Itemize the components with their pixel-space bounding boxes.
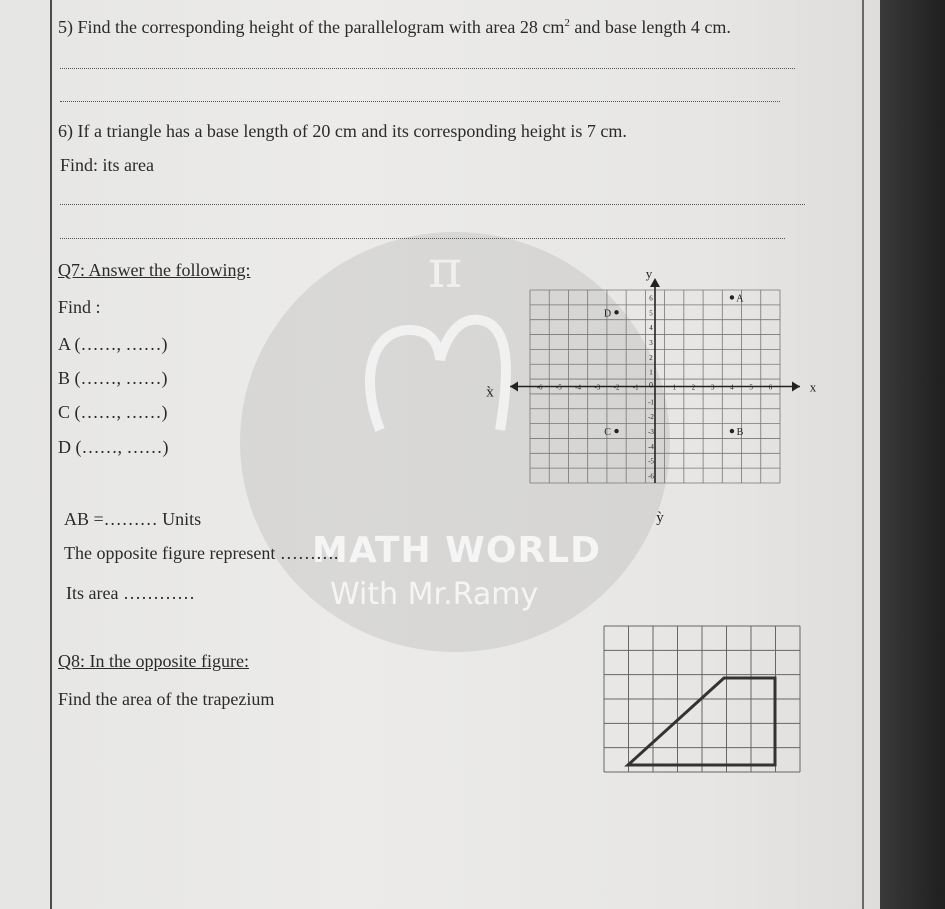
x-tick-label: 6 xyxy=(768,383,773,392)
x-tick-label: 1 xyxy=(672,383,676,392)
y-tick-label: -2 xyxy=(648,413,654,422)
point-label-a: A xyxy=(736,293,744,305)
x-tick-label: -4 xyxy=(575,383,581,392)
point-label-d: D xyxy=(603,308,612,320)
x-tick-label: -1 xyxy=(632,383,639,392)
x-tick-label: 2 xyxy=(691,383,696,392)
question-5-text: 5) Find the corresponding height of the parallelogram with area 28 xyxy=(58,17,538,37)
y-tick-label: 2 xyxy=(649,353,653,362)
graph-points xyxy=(604,293,744,438)
x-tick-label: 3 xyxy=(710,383,715,392)
answer-line[interactable] xyxy=(60,101,780,102)
question-5 xyxy=(58,17,731,38)
y-tick-label: -1 xyxy=(648,398,654,407)
background-edge xyxy=(880,0,945,909)
question-5-sup: 2 xyxy=(564,17,570,29)
point-a-blank[interactable]: A (……, ……) xyxy=(58,334,168,354)
watermark-subtitle: With Mr.Ramy xyxy=(330,577,539,612)
question-5-text-end: and base length 4 cm. xyxy=(574,17,731,37)
question-5-unit: cm xyxy=(542,17,565,37)
x-tick-label: 4 xyxy=(730,383,734,392)
point-b-blank[interactable]: B (……, ……) xyxy=(58,368,168,388)
question-7-find: Find : xyxy=(58,297,101,317)
x-axis-label: x xyxy=(809,379,817,395)
margin-line-left xyxy=(50,0,52,909)
answer-line[interactable] xyxy=(60,68,795,69)
y-tick-label: 5 xyxy=(649,309,653,318)
x-tick-label: 5 xyxy=(749,383,753,392)
question-6: 6) If a triangle has a base length of 20 cm and its corresponding height is 7 cm. xyxy=(58,121,627,141)
watermark-pi-symbol: π xyxy=(428,240,463,300)
x-axis-arrow-left xyxy=(510,382,518,392)
y-tick-label: -6 xyxy=(648,472,654,481)
point-d xyxy=(614,310,618,314)
point-c-blank[interactable]: C (……, ……) xyxy=(58,402,168,422)
question-6-find: Find: its area xyxy=(60,155,154,175)
y-tick-label: 6 xyxy=(649,294,653,303)
x-tick-label: -3 xyxy=(594,383,601,392)
y-axis-label: y xyxy=(645,268,653,281)
point-label-c: C xyxy=(604,427,611,439)
point-d-blank[interactable]: D (……, ……) xyxy=(58,437,169,457)
y-tick-label: 3 xyxy=(649,338,653,347)
question-8-title: Q8: In the opposite figure: xyxy=(58,651,249,671)
graph-axes xyxy=(486,268,817,526)
point-label-b: B xyxy=(736,427,744,439)
y-tick-label: -5 xyxy=(648,457,654,466)
figure-area-blank[interactable]: Its area ………… xyxy=(66,583,195,603)
x-axis-arrow-right xyxy=(792,382,800,392)
y-tick-label: -3 xyxy=(648,428,654,437)
x-tick-label: -2 xyxy=(613,383,620,392)
answer-line[interactable] xyxy=(60,238,785,239)
point-b xyxy=(730,429,734,433)
ab-length-blank[interactable]: AB =……… Units xyxy=(64,509,202,529)
answer-line[interactable] xyxy=(60,204,805,205)
watermark-title: MATH WORLD xyxy=(312,530,601,571)
figure-represent-blank[interactable]: The opposite figure represent ………. xyxy=(64,543,339,563)
x-tick-label: -6 xyxy=(536,383,543,392)
y-tick-label: 1 xyxy=(649,368,653,377)
coordinate-graph xyxy=(475,268,835,528)
question-7-title: Q7: Answer the following: xyxy=(58,260,251,280)
y-prime-label: ỳ xyxy=(656,510,664,526)
point-a xyxy=(730,295,734,299)
y-tick-label: -4 xyxy=(648,442,654,451)
question-8-find: Find the area of the trapezium xyxy=(58,689,275,709)
y-tick-label: 4 xyxy=(649,324,653,333)
x-tick-label: -5 xyxy=(555,383,562,392)
trapezium-grid-figure xyxy=(600,622,805,777)
origin-label: 0 xyxy=(649,380,653,390)
point-c xyxy=(614,429,618,433)
x-prime-label: x̀ xyxy=(486,384,494,401)
margin-line-right xyxy=(862,0,864,909)
